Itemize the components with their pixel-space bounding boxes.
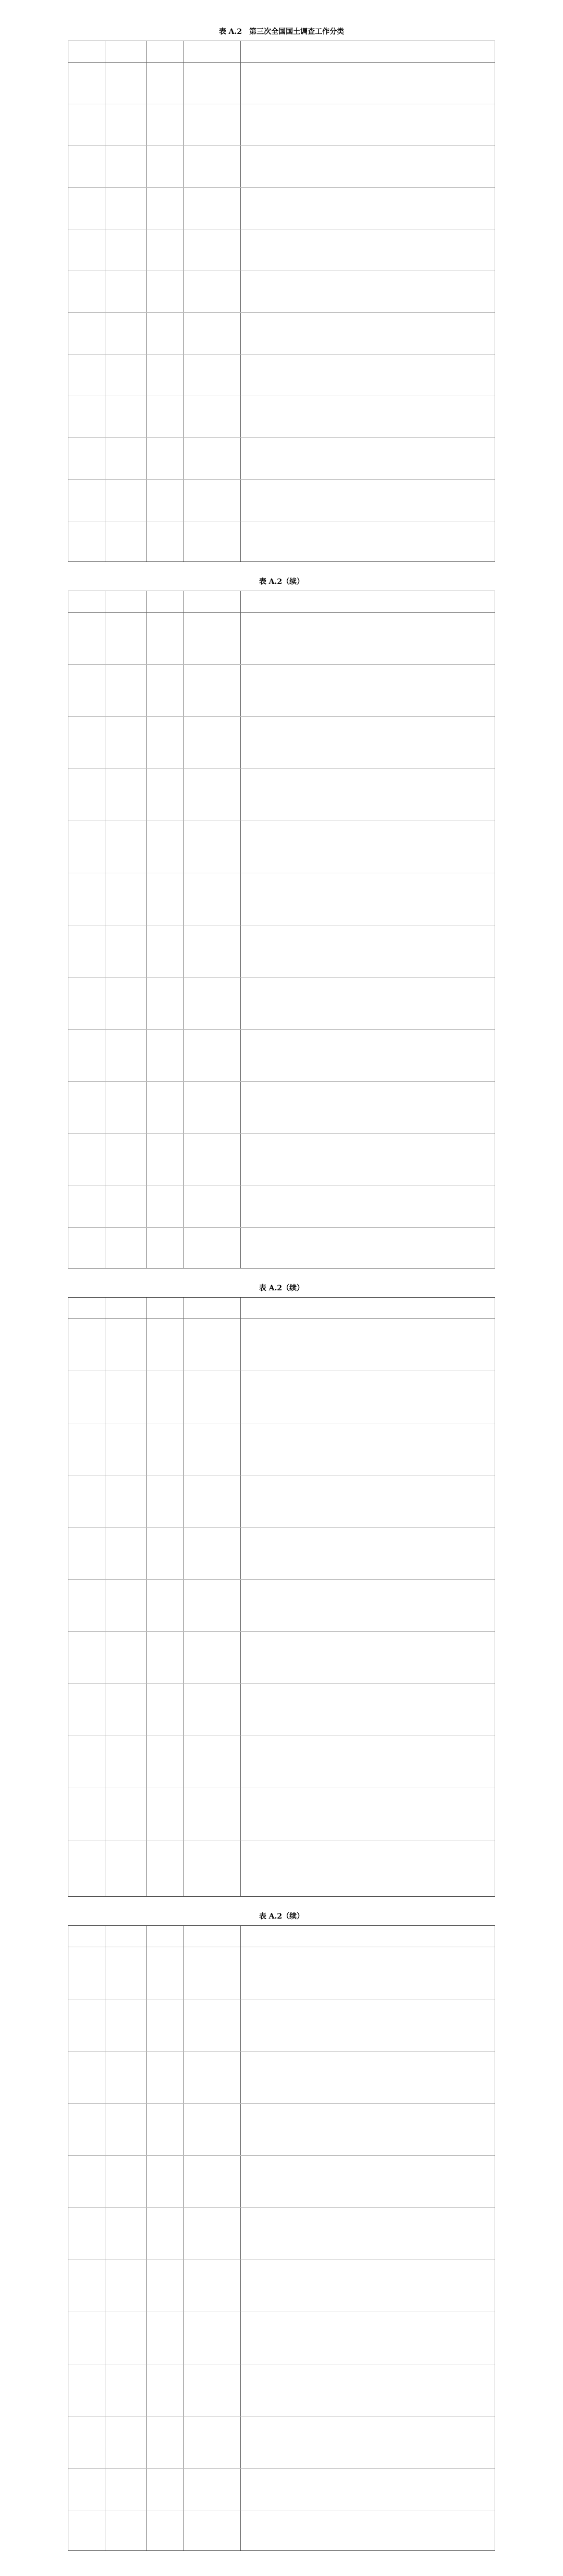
table-title: 表 A.2 第三次全国国土调查工作分类 xyxy=(218,28,345,36)
classification-table xyxy=(68,1297,495,1897)
table-title: 表 A.2（续） xyxy=(259,1912,304,1921)
classification-table xyxy=(68,41,495,562)
classification-table xyxy=(68,1925,495,2551)
classification-table xyxy=(68,591,495,1268)
table-title: 表 A.2（续） xyxy=(259,578,304,586)
table-title: 表 A.2（续） xyxy=(259,1284,304,1292)
